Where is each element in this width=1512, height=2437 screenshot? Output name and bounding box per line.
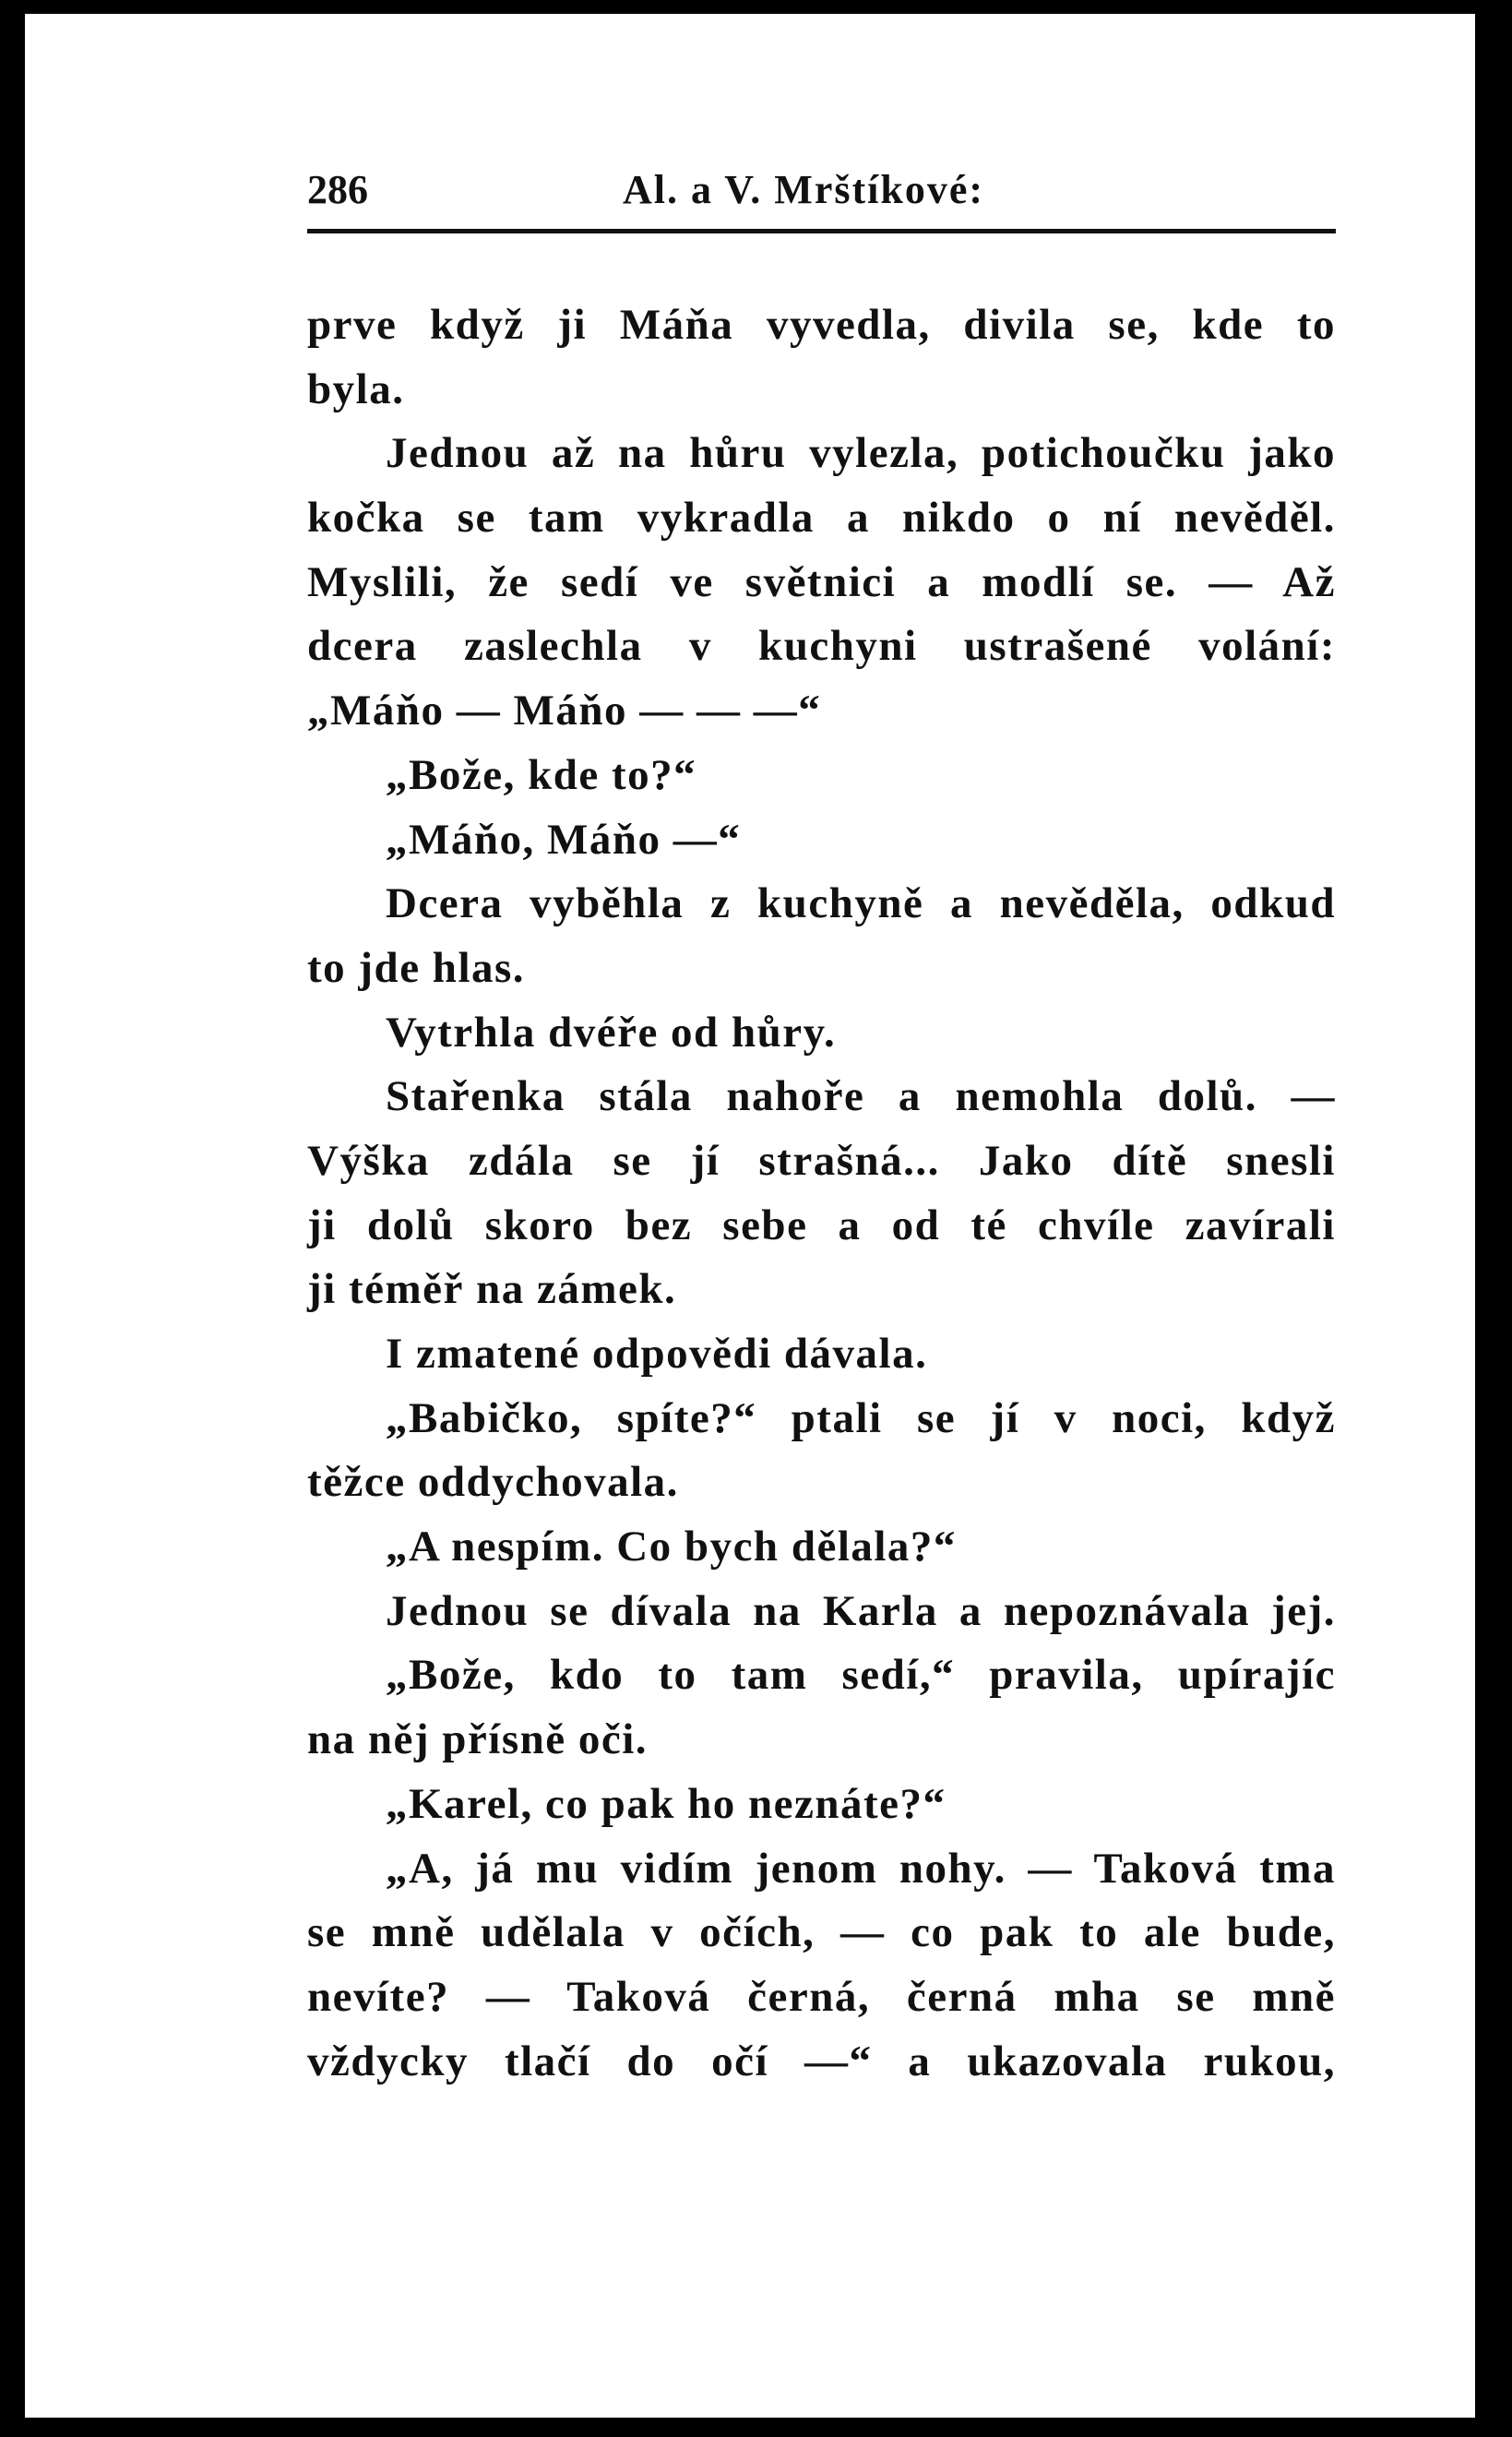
- text-line: na něj přísně oči.: [307, 1715, 649, 1764]
- text-line: I zmatené odpovědi dávala.: [386, 1330, 928, 1378]
- text-line: vždycky tlačí do očí —“ a ukazovala rukou,: [307, 2037, 1336, 2085]
- running-title: Al. a V. Mrštíkové:: [623, 167, 985, 212]
- text-line: ji téměř na zámek.: [307, 1265, 677, 1314]
- text-line: to jde hlas.: [307, 943, 526, 992]
- text-line: „A nespím. Co bych dělala?“: [386, 1523, 957, 1571]
- text-line: Jednou až na hůru vylezla, potichoučku jako: [386, 429, 1336, 478]
- text-line: ji dolů skoro bez sebe a od té chvíle zavírali: [307, 1201, 1336, 1249]
- body-text: [307, 293, 1336, 2094]
- text-line: Výška zdála se jí strašná... Jako dítě snesli: [307, 1136, 1336, 1185]
- text-line: „Bože, kdo to tam sedí,“ pravila, upírajíc: [386, 1651, 1336, 1700]
- text-line: Stařenka stála nahoře a nemohla dolů. —: [386, 1072, 1336, 1121]
- text-line: Jednou se dívala na Karla a nepoznávala jej.: [386, 1586, 1336, 1635]
- page-header: [307, 157, 1336, 221]
- text-line: „Karel, co pak ho neznáte?“: [386, 1779, 946, 1828]
- text-line: se mně udělala v očích, — co pak to ale bude,: [307, 1908, 1336, 1957]
- text-line: Vytrhla dvéře od hůry.: [386, 1008, 837, 1057]
- text-line: prve když ji Máňa vyvedla, divila se, kde to: [307, 301, 1336, 349]
- text-line: „Babičko, spíte?“ ptali se jí v noci, když: [386, 1393, 1336, 1442]
- text-line: kočka se tam vykradla a nikdo o ní nevěděl.: [307, 494, 1336, 543]
- text-line: dcera zaslechla v kuchyni ustrašené volání:: [307, 622, 1336, 671]
- page-number: 286: [307, 167, 368, 212]
- text-line: Myslili, že sedí ve světnici a modlí se. — Až: [307, 557, 1336, 606]
- text-line: těžce oddychovala.: [307, 1458, 679, 1507]
- text-line: „Máňo — Máňo — — —“: [307, 687, 822, 735]
- text-line: Dcera vyběhla z kuchyně a nevěděla, odkud: [386, 879, 1336, 928]
- text-line: „A, já mu vidím jenom nohy. — Taková tma: [386, 1844, 1336, 1893]
- text-line: byla.: [307, 364, 405, 413]
- text-line: nevíte? — Taková černá, černá mha se mně: [307, 1972, 1336, 2021]
- header-rule: [307, 229, 1336, 233]
- text-line: „Bože, kde to?“: [386, 750, 697, 799]
- text-line: „Máňo, Máňo —“: [386, 815, 742, 864]
